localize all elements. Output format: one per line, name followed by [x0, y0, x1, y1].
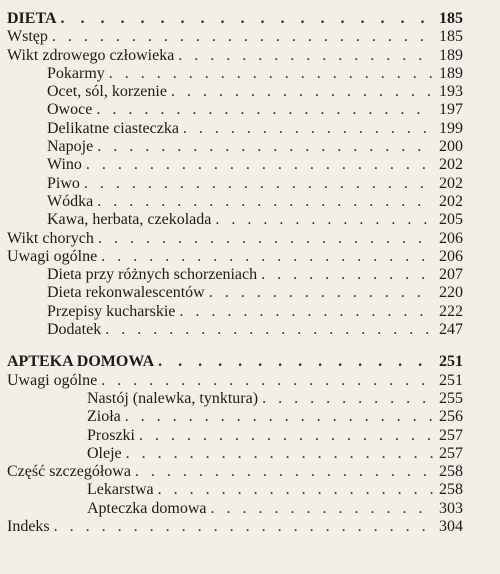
dot-leader [101, 372, 433, 390]
dot-leader [101, 248, 433, 266]
dot-leader [139, 427, 433, 445]
toc-entry [7, 47, 463, 65]
toc-entry-title: Pokarmy [47, 64, 105, 82]
dot-leader [97, 193, 433, 211]
toc-page-number: 247 [439, 321, 463, 339]
toc-entry-title: DIETA [7, 10, 57, 27]
toc-entry-title: Dieta przy różnych schorzeniach [47, 266, 258, 284]
dot-leader [209, 284, 433, 302]
toc-entry [7, 120, 463, 138]
toc-entry [7, 390, 463, 408]
toc-page-number: 193 [439, 83, 463, 101]
toc-entry [7, 248, 463, 266]
toc-page-number: 251 [439, 371, 463, 389]
toc-entry-title: Zioła [87, 408, 121, 426]
dot-leader [97, 138, 433, 156]
dot-leader [84, 175, 433, 193]
toc-entry-title: APTEKA DOMOWA [7, 353, 155, 371]
dot-leader [109, 65, 433, 83]
toc-entry [7, 372, 463, 390]
toc-entry-title: Wikt zdrowego człowieka [7, 46, 175, 64]
dot-leader [86, 156, 433, 174]
toc-page-number: 257 [439, 426, 463, 444]
dot-leader [262, 390, 433, 408]
toc-entry-title: Wino [47, 156, 82, 174]
toc-entry [7, 463, 463, 481]
toc-entry-title: Wódka [47, 192, 94, 210]
section-heading [7, 353, 463, 371]
toc-page-number: 199 [439, 119, 463, 137]
dot-leader [261, 266, 433, 284]
toc-page-number: 189 [439, 64, 463, 82]
toc-page-number: 200 [439, 138, 463, 156]
dot-leader [178, 47, 433, 65]
dot-leader [96, 101, 433, 119]
toc-entry [7, 211, 463, 229]
toc-page-number: 205 [439, 211, 463, 229]
toc-entry [7, 500, 463, 518]
toc-entry-title: Apteczka domowa [87, 499, 207, 517]
toc-entry [7, 175, 463, 193]
toc-entry [7, 193, 463, 211]
toc-page-number: 206 [439, 247, 463, 265]
toc-entry-title: Część szczegółowa [7, 463, 131, 481]
toc-entry-title: Dodatek [47, 321, 102, 339]
dot-leader [61, 10, 434, 28]
section-heading [7, 10, 463, 28]
toc-entry-title: Napoje [47, 138, 94, 156]
dot-leader [211, 500, 433, 518]
toc-entry-title: Proszki [87, 426, 135, 444]
toc-page-number: 304 [439, 518, 463, 536]
toc-page-number: 258 [439, 481, 463, 499]
toc-entry [7, 284, 463, 302]
toc-entry-title: Ocet, sól, korzenie [47, 83, 167, 101]
dot-leader [135, 463, 433, 481]
toc-page-number: 189 [439, 46, 463, 64]
toc-entry [7, 83, 463, 101]
toc-entry-title: Wstęp [7, 28, 48, 46]
toc-entry [7, 303, 463, 321]
dot-leader [125, 408, 433, 426]
toc-entry [7, 138, 463, 156]
section-gap [7, 339, 463, 353]
toc-page-number: 220 [439, 284, 463, 302]
dot-leader [171, 83, 433, 101]
toc-page-number: 256 [439, 408, 463, 426]
toc-page-number: 251 [439, 353, 463, 371]
dot-leader [158, 481, 433, 499]
toc-page-number: 202 [439, 174, 463, 192]
dot-leader [179, 303, 433, 321]
dot-leader [215, 211, 433, 229]
dot-leader [158, 353, 433, 371]
toc-entry-title: Nastój (nalewka, tynktura) [87, 389, 259, 407]
toc-page-number: 258 [439, 463, 463, 481]
toc-entry-title: Uwagi ogólne [7, 371, 98, 389]
toc-entry-title: Oleje [87, 444, 122, 462]
toc-entry-title: Owoce [47, 101, 93, 119]
toc-entry-title: Lekarstwa [87, 481, 154, 499]
dot-leader [52, 28, 433, 46]
toc-entry [7, 156, 463, 174]
dot-leader [98, 230, 433, 248]
toc-page-number: 222 [439, 302, 463, 320]
dot-leader [54, 518, 433, 536]
toc-entry-title: Indeks [7, 518, 50, 536]
toc-entry [7, 266, 463, 284]
toc-entry [7, 427, 463, 445]
toc-entry [7, 321, 463, 339]
toc-page-number: 185 [439, 28, 463, 46]
toc-entry-title: Przepisy kucharskie [47, 302, 176, 320]
toc-entry-title: Kawa, herbata, czekolada [47, 211, 212, 229]
toc-page-number: 303 [439, 499, 463, 517]
toc-entry-title: Uwagi ogólne [7, 247, 98, 265]
toc-entry [7, 28, 463, 46]
toc-page-number: 257 [439, 444, 463, 462]
toc-page-number: 255 [439, 389, 463, 407]
toc-entry [7, 518, 463, 536]
toc-page-number: 197 [439, 101, 463, 119]
toc-entry [7, 445, 463, 463]
toc-page-number: 185 [439, 10, 463, 27]
toc-page-number: 202 [439, 192, 463, 210]
toc-entry-title: Delikatne ciasteczka [47, 119, 179, 137]
table-of-contents [7, 10, 463, 536]
toc-page-number: 202 [439, 156, 463, 174]
toc-entry [7, 481, 463, 499]
dot-leader [105, 321, 433, 339]
toc-entry-title: Piwo [47, 174, 80, 192]
toc-entry [7, 408, 463, 426]
toc-page-number: 207 [439, 266, 463, 284]
dot-leader [126, 445, 433, 463]
toc-entry [7, 65, 463, 83]
toc-entry-title: Dieta rekonwalescentów [47, 284, 205, 302]
dot-leader [183, 120, 433, 138]
toc-entry-title: Wikt chorych [7, 229, 94, 247]
toc-entry [7, 101, 463, 119]
toc-page-number: 206 [439, 229, 463, 247]
toc-entry [7, 230, 463, 248]
